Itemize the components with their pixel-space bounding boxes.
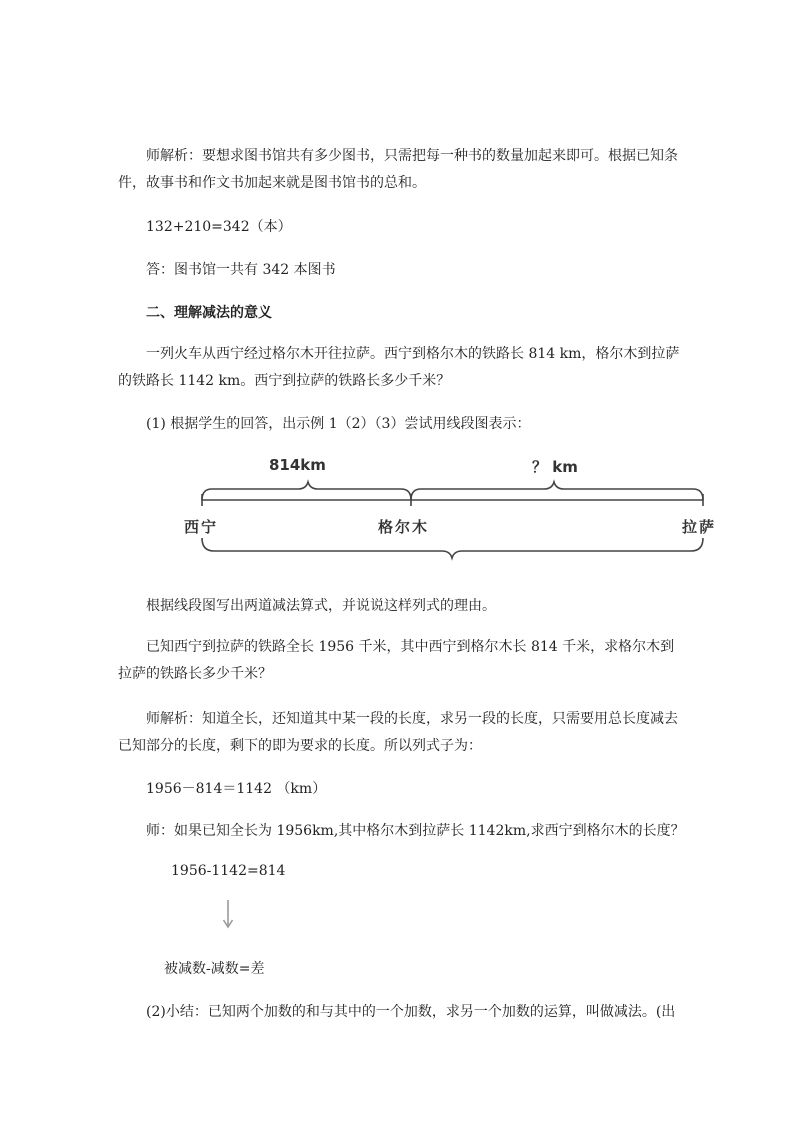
brace-814km <box>202 482 411 500</box>
summary-line: (2)小结：已知两个加数的和与其中的一个加数，求另一个加数的运算，叫做减法。(出 <box>146 1004 676 1020</box>
diagram-svg <box>180 450 740 580</box>
equation-2: 1956－814＝1142 （km） <box>146 781 327 797</box>
answer-1: 答：图书馆一共有 342 本图书 <box>146 262 336 278</box>
analysis-3: 师解析：知道全长，还知道其中某一段的长度，求另一段的长度，只需要用总长度减去已知部分的长度，剩下的即为要求的长度。所以列式子为： <box>118 711 678 754</box>
brace-unknown-km <box>411 482 703 500</box>
step-1: (1) 根据学生的回答，出示例 1（2）（3）尝试用线段图表示： <box>146 416 531 432</box>
teacher-question: 师：如果已知全长为 1956km,其中格尔木到拉萨长 1142km,求西宁到格尔木的长度？ <box>146 823 685 839</box>
place-xining: 西宁 <box>184 518 219 536</box>
equation-3: 1956-1142=814 <box>171 863 286 879</box>
label-unknown-km: ？ km <box>532 458 578 476</box>
problem-2: 一列火车从西宁经过格尔木开往拉萨。西宁到格尔木的铁路长 814 km，格尔木到拉萨的铁路长 1142 km。西宁到拉萨的铁路长多少千米？ <box>118 346 680 389</box>
analysis-paragraph-1: 师解析：要想求图书馆共有多少图书，只需把每一种书的数量加起来即可。根据已知条件，故事书和作文书加起来就是图书馆书的总和。 <box>118 148 678 191</box>
label-814km: 814km <box>269 456 326 474</box>
subtraction-formula: 被减数-减数=差 <box>164 961 265 977</box>
place-geermu: 格尔木 <box>378 518 430 536</box>
brace-total <box>202 538 703 558</box>
section-heading: 二、理解减法的意义 <box>146 305 272 321</box>
place-lasa: 拉萨 <box>682 518 717 536</box>
prompt-write-equations: 根据线段图写出两道减法算式，并说说这样列式的理由。 <box>146 598 496 614</box>
down-arrow-icon <box>221 900 235 930</box>
line-segment-diagram <box>180 450 740 580</box>
problem-3: 已知西宁到拉萨的铁路全长 1956 千米，其中西宁到格尔木长 814 千米，求格尔木到拉萨的铁路长多少千米？ <box>118 639 675 682</box>
equation-1: 132+210=342（本） <box>146 219 292 235</box>
